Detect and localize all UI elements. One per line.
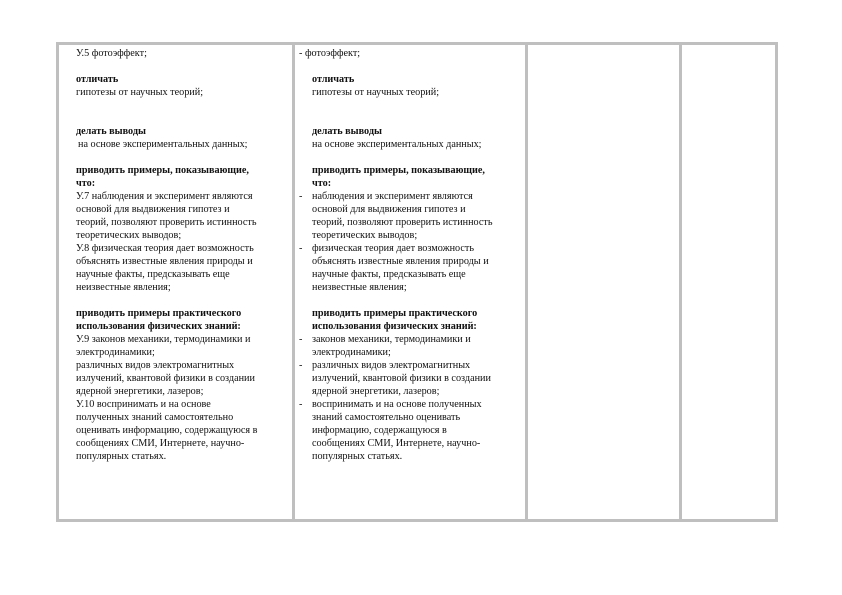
skills-column (76, 47, 290, 463)
photoeffect-item: - фотоэффект; (299, 48, 361, 59)
item-u7: У.7 наблюдения и эксперимент являются основой для выдвижения гипотез и теорий, позволяют проверить истинность теоретических выводов; (76, 191, 257, 241)
based-text: на основе экспериментальных данных; (312, 139, 482, 150)
item-u9: У.9 законов механики, термодинамики и электродинамики; (76, 334, 251, 358)
examples-heading: приводить примеры, показывающие, что: (76, 165, 249, 189)
hypotheses-text: гипотезы от научных теорий; (76, 87, 204, 98)
content-table (56, 42, 778, 522)
list-item: - физическая теория дает возможность объяснять известные явления природы и научные факты, предсказывать еще неизвестные явления; (299, 243, 489, 293)
distinguish-heading: отличать (76, 74, 119, 85)
empty-cell (528, 45, 679, 519)
item-u5: У.5 фотоэффект; (76, 48, 147, 59)
distinguish-heading: отличать (312, 74, 355, 85)
list-item: - наблюдения и эксперимент являются основой для выдвижения гипотез и теорий, позволяют проверить истинность теоретических выводов; (299, 191, 493, 241)
skills-list-column (299, 47, 523, 463)
conclude-heading: делать выводы (76, 126, 146, 137)
waves-text: различных видов электромагнитных излучений, квантовой физики в создании ядерной энергетики, лазеров; (76, 360, 255, 397)
based-text: на основе экспериментальных данных; (78, 139, 248, 150)
list-item: - воспринимать и на основе полученных знаний самостоятельно оценивать информацию, содержащуюся в сообщениях СМИ, Интернете, научно- популярных статьях. (299, 399, 482, 462)
item-u10: У.10 воспринимать и на основе полученных знаний самостоятельно оценивать информацию, содержащуюся в сообщениях СМИ, Интернете, научно- популярных статьях. (76, 399, 258, 462)
item-u8: У.8 физическая теория дает возможность объяснять известные явления природы и научные факты, предсказывать еще неизвестные явления; (76, 243, 254, 293)
column-divider (292, 45, 295, 519)
practical-heading: приводить примеры практического использования физических знаний: (76, 308, 242, 332)
practical-heading: приводить примеры практического использования физических знаний: (312, 308, 478, 332)
examples-heading: приводить примеры, показывающие, что: (312, 165, 485, 189)
list-item: - различных видов электромагнитных излучений, квантовой физики в создании ядерной энергетики, лазеров; (299, 360, 491, 397)
empty-cell (682, 45, 775, 519)
conclude-heading: делать выводы (312, 126, 382, 137)
list-item: - законов механики, термодинамики и электродинамики; (299, 334, 471, 358)
hypotheses-text: гипотезы от научных теорий; (312, 87, 440, 98)
